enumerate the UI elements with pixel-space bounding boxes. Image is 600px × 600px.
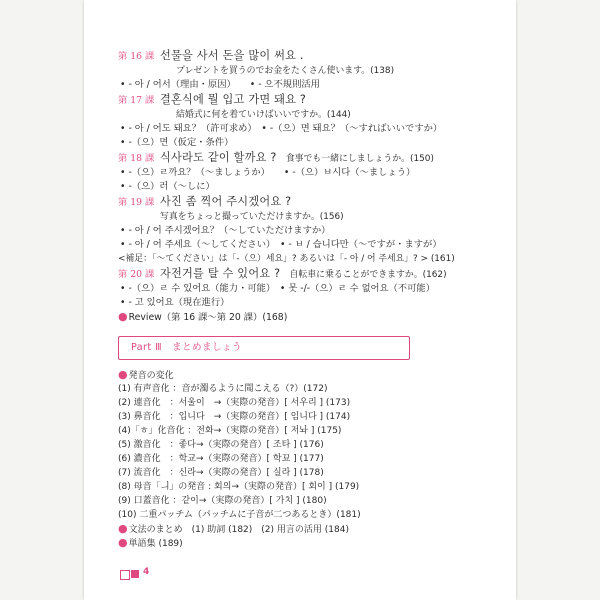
- lesson-number: 第 20 課: [118, 269, 155, 280]
- glossary-label: 単語集 (189): [128, 539, 183, 549]
- grammar-points: • - 아 / 어도 돼요？（許可求め） • -（으）면 돼요？（〜すればいいですか）: [120, 123, 443, 134]
- lesson-korean-title: 결혼식에 뭘 입고 가면 돼요 ?: [160, 93, 306, 106]
- lesson-17[interactable]: [118, 92, 488, 108]
- pronunciation-item[interactable]: (10) 二重パッチム（パッチムに子音が二つあるとき）(181): [118, 510, 361, 520]
- supplement-note: <補足：「〜てください」は「-（으）세요」? あるいは「- 아 / 어 주세요」? > (161): [118, 254, 455, 264]
- grammar-summary-label: 文法のまとめ (1) 助詞 (182) (2) 用言の活用 (184): [128, 525, 349, 535]
- grammar-points: • - 고 있어요（現在進行）: [120, 297, 230, 308]
- grammar-points: • - 아 / 어 주세요（〜してください） • - ㅂ / 습니다만（〜ですが・ますが）: [120, 239, 442, 250]
- page-number: 4: [143, 567, 150, 577]
- lesson-number: 第 17 課: [118, 95, 155, 106]
- review-label: Review（第 16 課〜第 20 課）(168): [128, 312, 288, 323]
- grammar-points: • -（으）면（仮定・条件）: [120, 137, 234, 148]
- filled-square-icon: [131, 570, 139, 578]
- pronunciation-item[interactable]: (9) 口蓋音化 ：같이→（実際の発音）[ 가치 ] (180): [118, 496, 327, 506]
- pronunciation-item[interactable]: (4)「ㅎ」化音化 ：전화→（実際の発音）[ 저놔 ] (175): [118, 426, 342, 436]
- lesson-japanese-title: 自転車に乗ることができますか。(162): [289, 270, 447, 280]
- lesson-20[interactable]: [118, 266, 488, 282]
- grammar-points: • -（으）ㄹ까요？（〜ましょうか） • -（으）ㅂ시다（〜ましょう）: [120, 167, 416, 178]
- lesson-japanese-title: 写真をちょっと撮っていただけますか。(156): [160, 212, 344, 222]
- lesson-korean-title: 자전거를 탈 수 있어요 ?: [160, 267, 281, 280]
- glossary-entry[interactable]: [118, 536, 488, 550]
- lesson-japanese-title: プレゼントを買うのでお金をたくさん使います。(138): [176, 66, 395, 76]
- lesson-number: 第 16 課: [118, 51, 155, 62]
- lesson-japanese-title: 結婚式に何を着ていけばいいですか。(144): [176, 110, 351, 120]
- pronunciation-item[interactable]: (8) 母音「ㅢ」の発音 : 회의→（実際の発音）[ 회이 ] (179): [118, 482, 360, 492]
- bullet-dot-icon: ●: [118, 536, 128, 549]
- grammar-points: • - 아 / 어서（理由・原因） • - 으不規則活用: [120, 79, 320, 90]
- bullet-dot-icon: ●: [118, 368, 128, 381]
- lesson-19[interactable]: [118, 194, 488, 210]
- outline-square-icon: [120, 570, 130, 580]
- grammar-points: • - 아 / 어 주시겠어요？（〜していただけますか）: [120, 225, 331, 236]
- pronunciation-item[interactable]: (5) 激音化 ：좋다→（実際の発音）[ 조타 ] (176): [118, 440, 324, 450]
- lesson-number: 第 18 課: [118, 153, 155, 164]
- bullet-dot-icon: ●: [118, 522, 128, 535]
- lesson-number: 第 19 課: [118, 197, 155, 208]
- lesson-japanese-title: 食事でも一緒にしましょうか。(150): [285, 154, 434, 164]
- table-of-contents: [118, 48, 488, 550]
- lesson-16[interactable]: [118, 48, 488, 64]
- pronunciation-item[interactable]: (6) 濃音化 ：학교→（実際の発音）[ 학꾜 ] (177): [118, 454, 324, 464]
- review-entry[interactable]: [118, 310, 488, 324]
- pronunciation-item[interactable]: (3) 鼻音化 ：입니다 →（実際の発音）[ 임니다 ] (174): [118, 412, 351, 422]
- part-title: Part Ⅲ まとめましょう: [131, 342, 242, 353]
- lesson-korean-title: 선물을 사서 돈을 많이 써요 .: [160, 49, 304, 62]
- grammar-summary-entry[interactable]: [118, 522, 488, 536]
- pronunciation-item[interactable]: (1) 有声音化 ：音が濁るように聞こえる（?）(172): [118, 384, 328, 394]
- grammar-points: • -（으）ㄹ 수 있어요（能力・可能） • 못 -/-（으）ㄹ 수 없어요（不可能）: [120, 283, 435, 294]
- grammar-points: • -（으）러（〜しに）: [120, 181, 215, 192]
- lesson-korean-title: 사진 좀 찍어 주시겠어요 ?: [160, 195, 292, 208]
- section-heading[interactable]: [118, 368, 488, 382]
- part-header-box: [118, 336, 410, 360]
- pronunciation-item[interactable]: (2) 連音化 ：서울이 →（実際の発音）[ 서우리 ] (173): [118, 398, 351, 408]
- lesson-18[interactable]: [118, 150, 488, 166]
- pronunciation-item[interactable]: (7) 流音化 ：신라→（実際の発音）[ 실라 ] (178): [118, 468, 324, 478]
- bullet-dot-icon: ●: [118, 310, 128, 323]
- lesson-korean-title: 식사라도 같이 할까요 ?: [160, 151, 277, 164]
- section-heading-label: 発音の変化: [128, 371, 174, 381]
- page-footer: [120, 569, 160, 579]
